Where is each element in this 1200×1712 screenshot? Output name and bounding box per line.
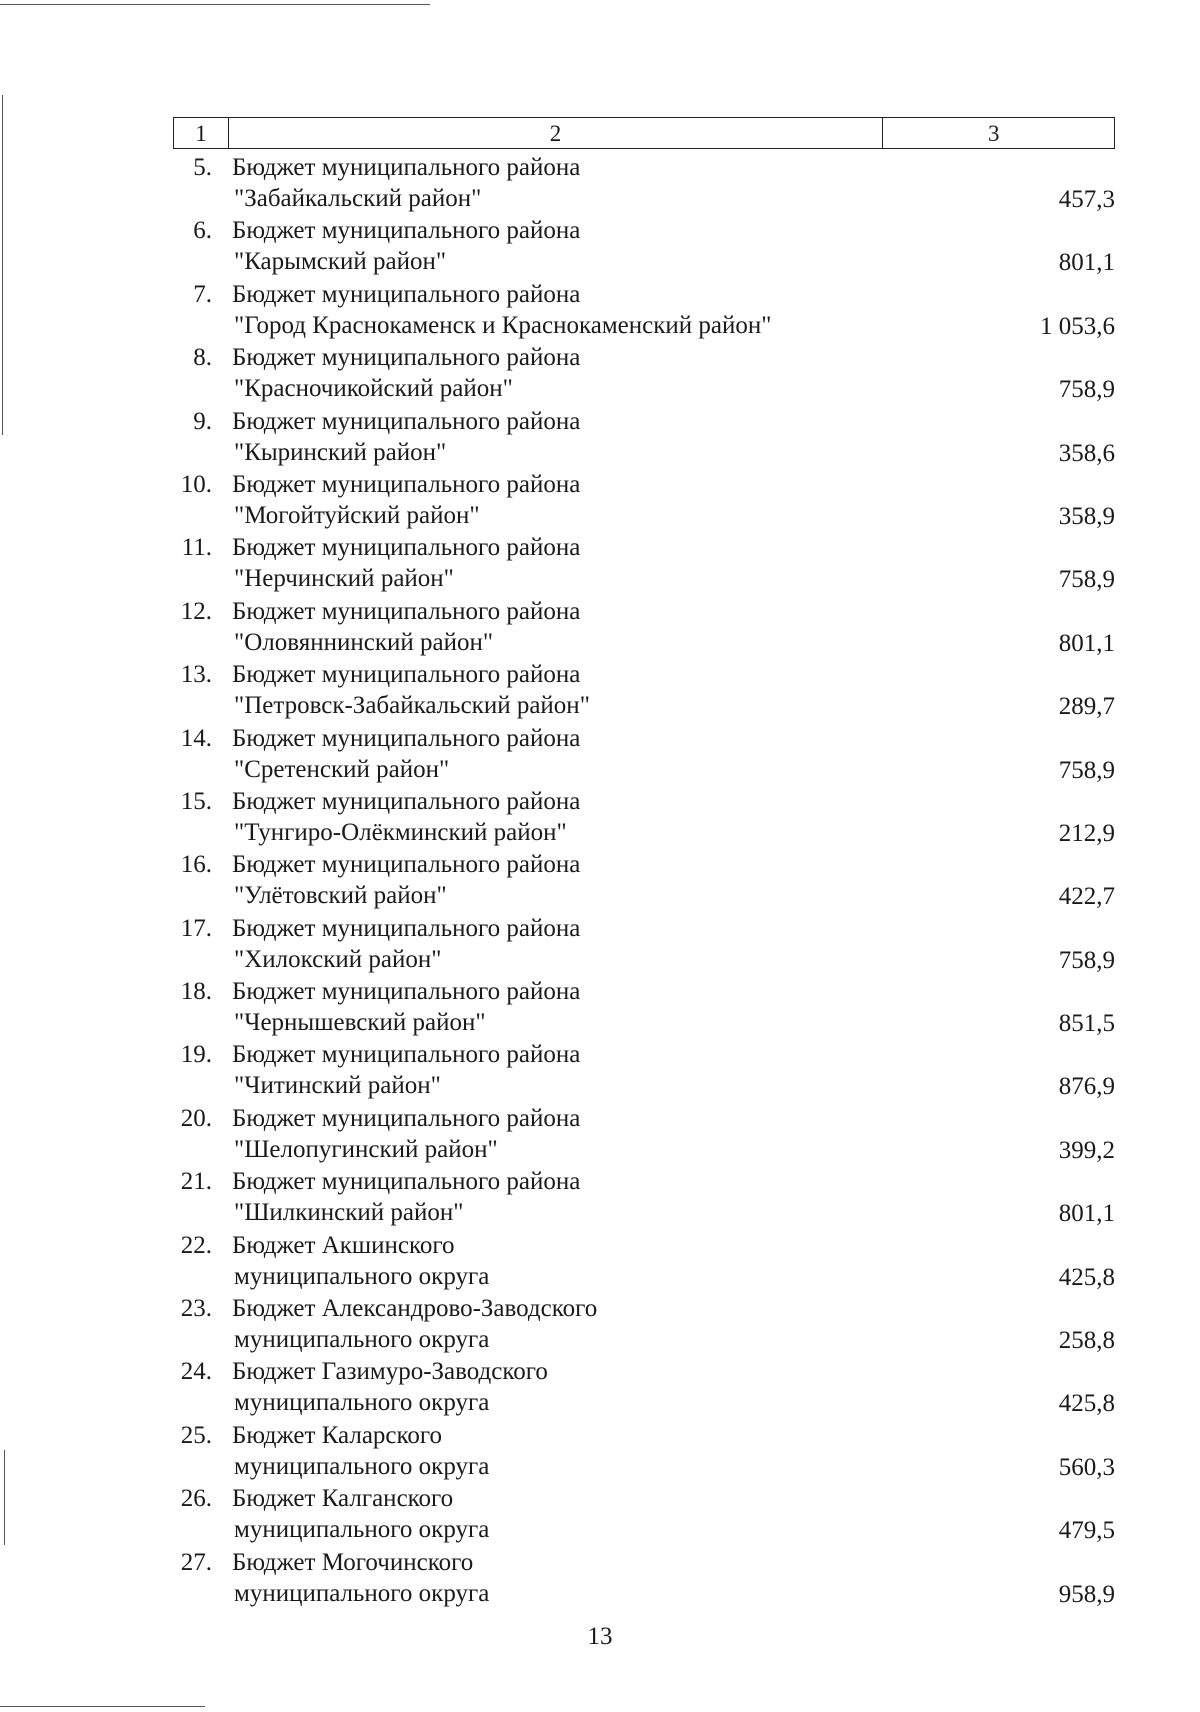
row-number: 16. [180,851,212,879]
row-amount: 358,6 [1058,439,1115,467]
row-number: 12. [180,597,212,625]
row-budget-name: муниципального округа [234,1326,490,1354]
row-number: 27. [180,1548,212,1576]
row-number: 23. [180,1295,212,1323]
row-budget-title: Бюджет Александрово-Заводского [232,1295,598,1323]
table-row [0,596,1200,659]
row-number: 8. [193,344,212,372]
row-budget-name: "Шилкинский район" [234,1199,464,1227]
row-budget-name: "Тунгиро-Олёкминский район" [234,818,567,846]
row-budget-title: Бюджет муниципального района [232,661,581,689]
row-budget-title: Бюджет муниципального района [232,1168,581,1196]
row-budget-name: "Оловяннинский район" [234,628,494,656]
row-amount: 425,8 [1058,1263,1115,1291]
row-budget-title: Бюджет муниципального района [232,534,581,562]
row-budget-title: Бюджет Могочинского [232,1548,474,1576]
table-row [0,1293,1200,1356]
table-row [0,1356,1200,1419]
table-row [0,786,1200,849]
table-row [0,215,1200,278]
table-row [0,976,1200,1039]
row-number: 17. [180,914,212,942]
table-row [0,1420,1200,1483]
row-budget-name: "Красночикойский район" [234,375,513,403]
table-row [0,532,1200,595]
table-row [0,1483,1200,1546]
page-number: 13 [587,1623,613,1650]
row-budget-name: "Могойтуйский район" [234,501,480,529]
row-amount: 876,9 [1058,1073,1115,1101]
row-amount: 399,2 [1058,1136,1115,1164]
row-budget-title: Бюджет Газимуро-Заводского [232,1358,548,1386]
row-number: 21. [180,1168,212,1196]
row-budget-title: Бюджет Каларского [232,1421,443,1449]
row-budget-title: Бюджет муниципального района [232,280,581,308]
row-budget-name: "Город Краснокаменск и Краснокаменский район" [234,311,772,339]
row-amount: 479,5 [1058,1517,1115,1545]
table-row [0,1103,1200,1166]
row-number: 25. [180,1421,212,1449]
budget-rows [0,152,1200,1610]
row-amount: 212,9 [1058,819,1115,847]
row-amount: 289,7 [1058,693,1115,721]
row-budget-title: Бюджет муниципального района [232,1041,581,1069]
row-number: 18. [180,978,212,1006]
row-budget-title: Бюджет муниципального района [232,344,581,372]
row-amount: 758,9 [1058,946,1115,974]
row-budget-name: муниципального округа [234,1452,490,1480]
row-budget-name: муниципального округа [234,1389,490,1417]
row-budget-title: Бюджет муниципального района [232,217,581,245]
row-number: 13. [180,661,212,689]
table-row [0,913,1200,976]
row-amount: 801,1 [1058,629,1115,657]
scan-artifact-bottom-line [0,1706,205,1707]
row-amount: 758,9 [1058,566,1115,594]
row-budget-title: Бюджет муниципального района [232,914,581,942]
row-budget-name: муниципального округа [234,1516,490,1544]
row-number: 15. [180,787,212,815]
row-amount: 457,3 [1058,186,1115,213]
row-budget-name: "Хилокский район" [234,945,442,973]
row-amount: 758,9 [1058,756,1115,784]
row-number: 20. [180,1104,212,1132]
row-number: 24. [180,1358,212,1386]
table-row [0,406,1200,469]
table-header-col-3: 3 [988,120,1000,146]
row-number: 22. [180,1231,212,1259]
row-budget-title: Бюджет муниципального района [232,1104,581,1132]
row-number: 5. [193,154,212,181]
row-budget-name: "Чернышевский район" [234,1009,486,1037]
table-row [0,849,1200,912]
row-number: 14. [180,724,212,752]
table-row [0,469,1200,532]
row-amount: 958,9 [1058,1580,1115,1608]
row-budget-name: "Карымский район" [234,248,447,276]
row-amount: 258,8 [1058,1327,1115,1355]
row-budget-name: "Улётовский район" [234,882,447,910]
row-budget-title: Бюджет Акшинского [232,1231,455,1259]
table-row [0,723,1200,786]
row-budget-title: Бюджет муниципального района [232,978,581,1006]
row-budget-name: муниципального округа [234,1579,490,1607]
table-row [0,152,1200,215]
row-amount: 758,9 [1058,376,1115,404]
row-budget-title: Бюджет Калганского [232,1485,454,1513]
table-header [173,117,1115,149]
row-number: 10. [180,470,212,498]
row-number: 7. [193,280,212,308]
row-amount: 422,7 [1058,883,1115,911]
row-budget-title: Бюджет муниципального района [232,470,581,498]
row-budget-name: "Сретенский район" [234,755,450,783]
row-amount: 801,1 [1058,1200,1115,1228]
row-budget-title: Бюджет муниципального района [232,407,581,435]
scan-artifact-top-line [0,4,430,5]
row-amount: 1 053,6 [1040,312,1115,340]
row-amount: 801,1 [1058,249,1115,277]
row-number: 6. [193,217,212,245]
row-number: 19. [180,1041,212,1069]
table-row [0,659,1200,722]
table-header-col-1: 1 [174,118,229,148]
row-budget-name: "Нерчинский район" [234,565,454,593]
table-row [0,1547,1200,1610]
row-number: 11. [181,534,212,562]
row-budget-name: муниципального округа [234,1262,490,1290]
row-amount: 560,3 [1058,1453,1115,1481]
row-number: 9. [193,407,212,435]
row-budget-title: Бюджет муниципального района [232,851,581,879]
row-budget-name: "Петровск-Забайкальский район" [234,692,590,720]
table-row [0,1039,1200,1102]
row-amount: 851,5 [1058,1010,1115,1038]
row-budget-title: Бюджет муниципального района [232,154,581,181]
row-amount: 425,8 [1058,1390,1115,1418]
table-row [0,279,1200,342]
row-budget-name: "Забайкальский район" [234,185,482,212]
table-row [0,342,1200,405]
table-header-col-2: 2 [229,118,883,148]
row-amount: 358,9 [1058,502,1115,530]
row-budget-title: Бюджет муниципального района [232,787,581,815]
table-row [0,1166,1200,1229]
row-budget-title: Бюджет муниципального района [232,724,581,752]
row-budget-title: Бюджет муниципального района [232,597,581,625]
row-budget-name: "Шелопугинский район" [234,1135,498,1163]
table-row [0,1230,1200,1293]
row-budget-name: "Читинский район" [234,1072,441,1100]
row-budget-name: "Кыринский район" [234,438,447,466]
row-number: 26. [180,1485,212,1513]
